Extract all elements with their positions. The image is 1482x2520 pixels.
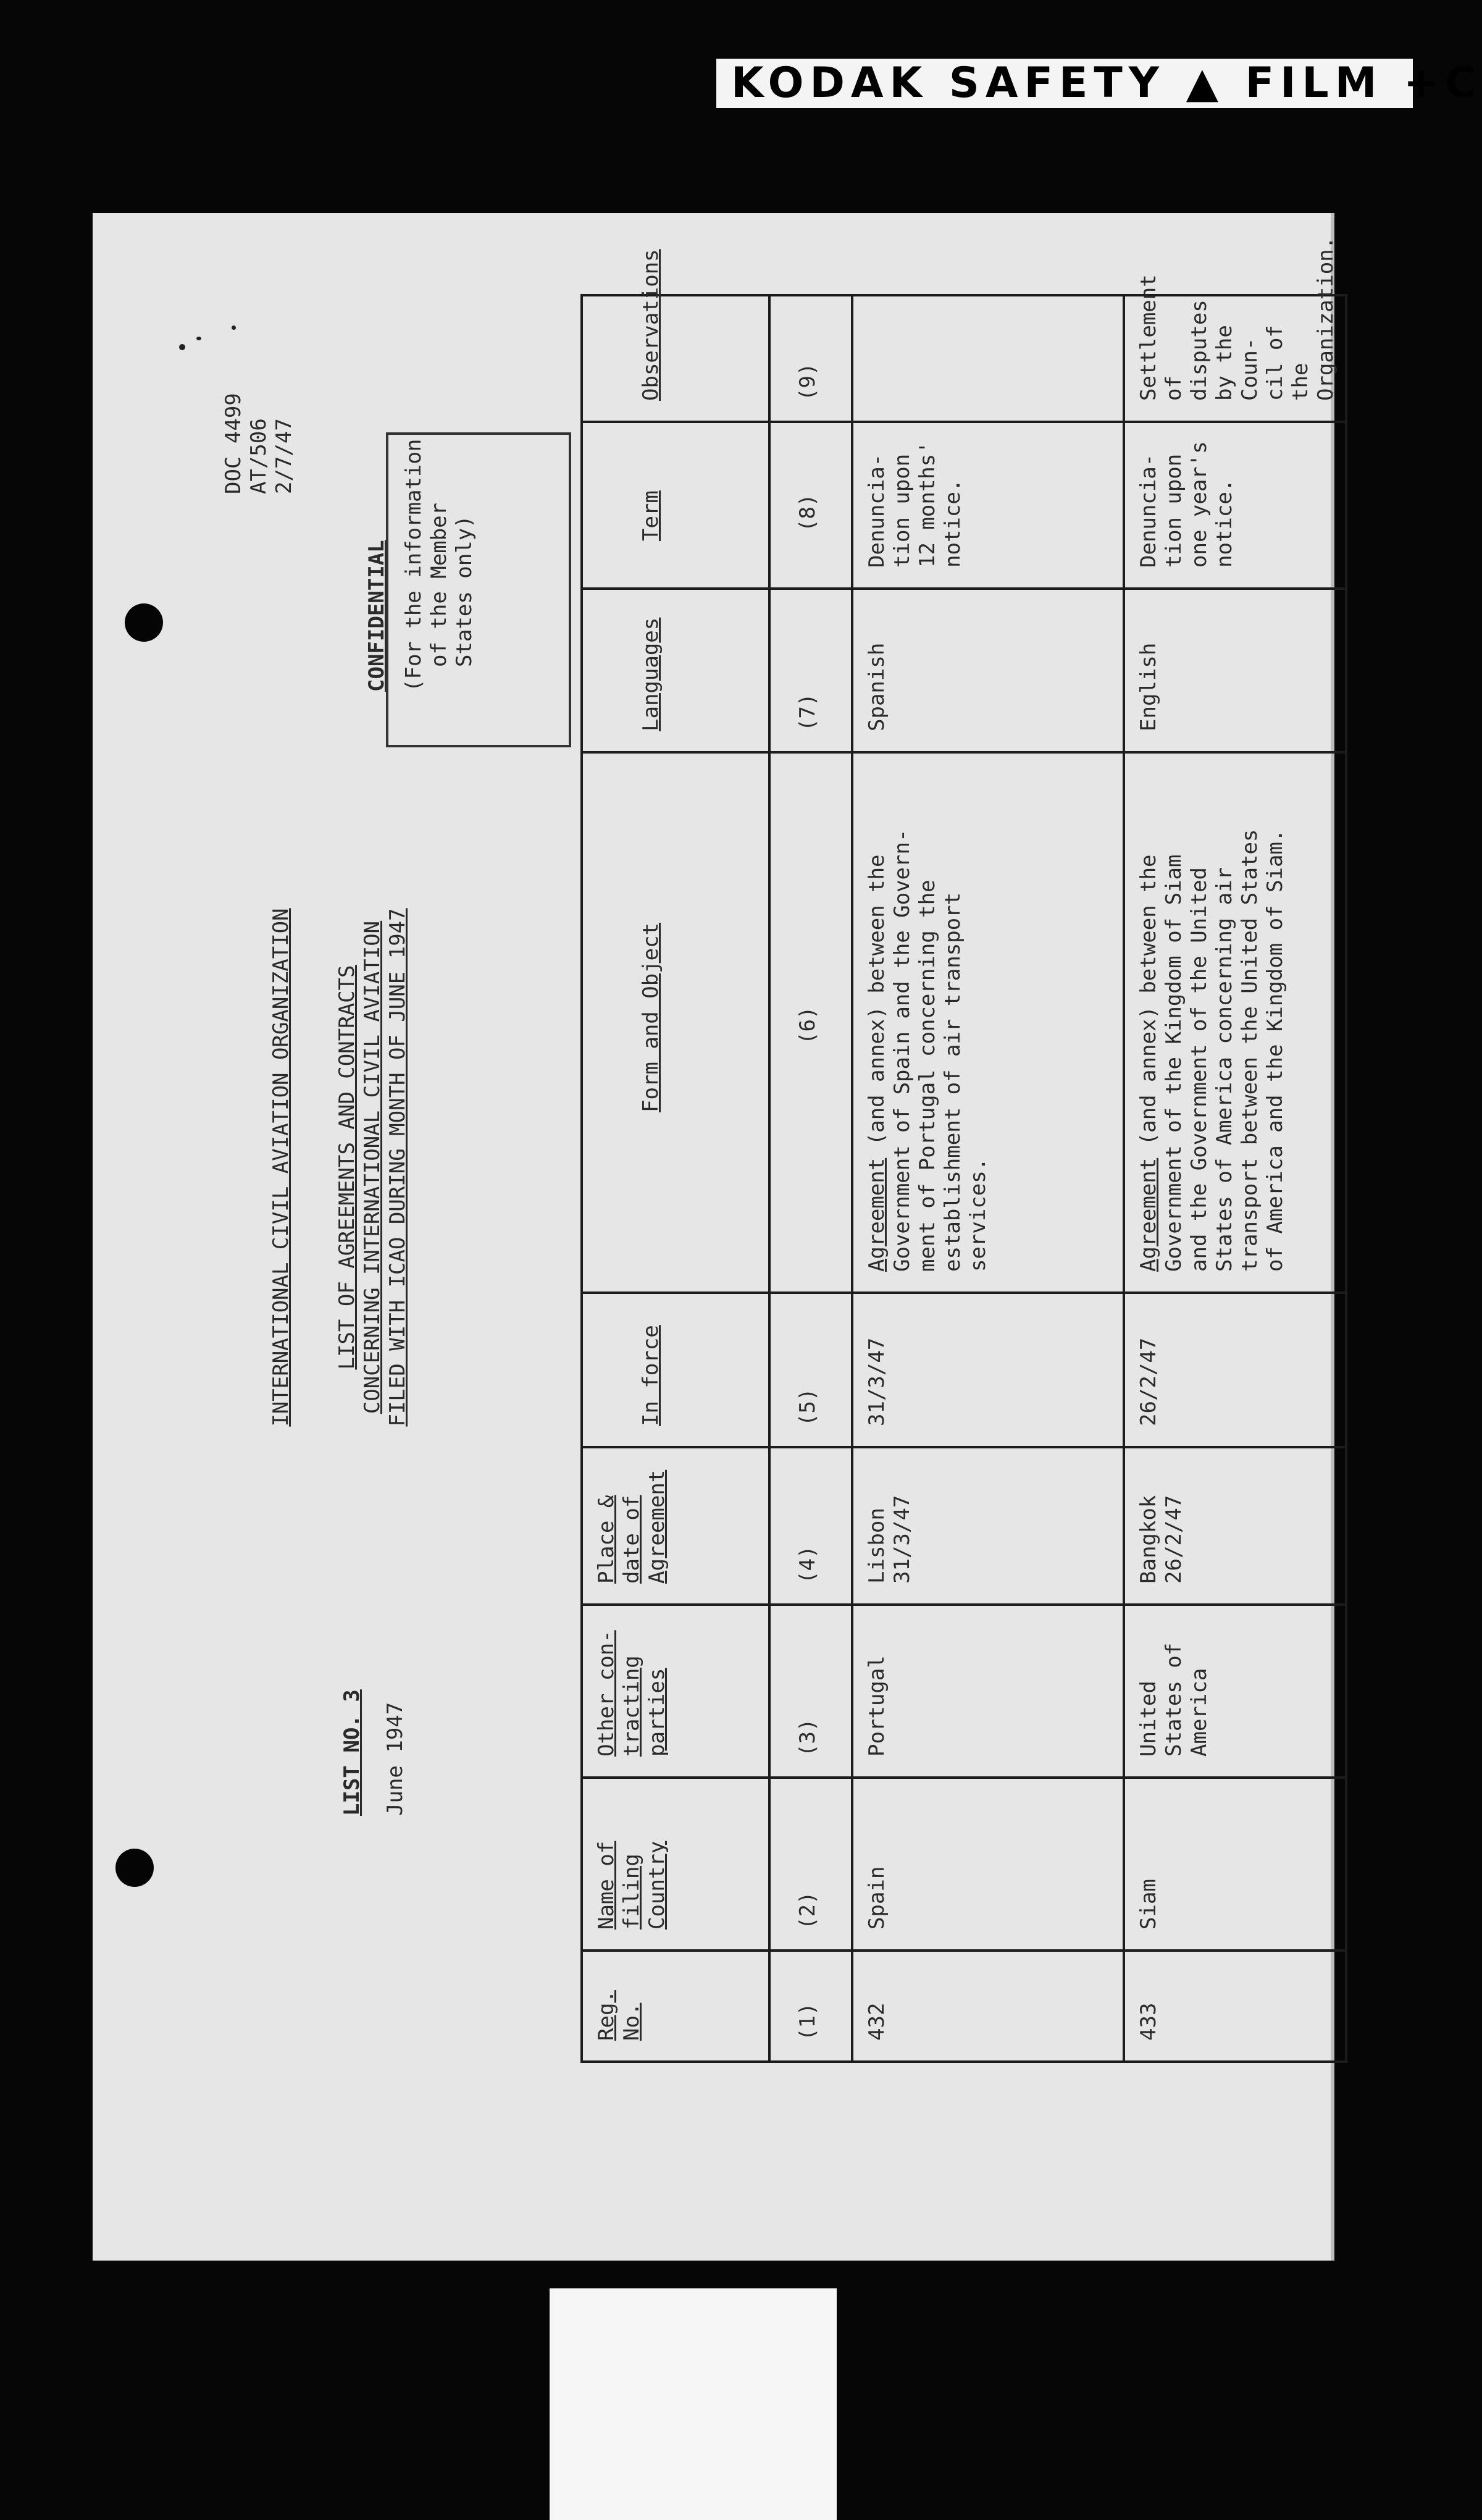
in-force-cell: 31/3/47 [852, 1293, 1124, 1447]
header-filing-country: Name of filing Country [582, 1778, 769, 1951]
column-number: (4) [769, 1447, 852, 1605]
reg-no-cell: 433 [1124, 1951, 1346, 2062]
form-object-cell [852, 752, 1124, 1293]
header-term: Term [582, 422, 769, 589]
other-parties-cell: Portugal [852, 1605, 1124, 1778]
table-row [852, 295, 1124, 2062]
header-observations: Observations [582, 295, 769, 422]
term-cell: Denuncia- tion upon 12 months' notice. [852, 422, 1124, 589]
filing-country-cell: Spain [852, 1778, 1124, 1951]
observations-cell [852, 295, 1124, 422]
table-header-row [582, 295, 769, 2062]
film-edge-marking: KODAK SAFETY ▲ FILM +C [716, 59, 1413, 108]
form-object-text: (and annex) between the Government of Spain and the Govern- ment of Portugal concerning the establishment of air transport services. [865, 829, 990, 1272]
column-number: (9) [769, 295, 852, 422]
form-object-text: (and annex) between the Government of the Kingdom of Siam and the Government of the United States of America concerning air transport between the United States of America and the Kingdom of Siam. [1136, 829, 1287, 1272]
title-line-1: LIST OF AGREEMENTS AND CONTRACTS [335, 965, 359, 1370]
confidential-note-line-2: of the Member [427, 502, 451, 667]
agreement-keyword: Agreement [1136, 1157, 1161, 1272]
form-object-cell [1124, 752, 1346, 1293]
header-reg-no: Reg. No. [582, 1951, 769, 2062]
other-parties-cell: United States of America [1124, 1605, 1346, 1778]
list-number: LIST NO. 3 [340, 1689, 364, 1816]
confidential-note-line-3: States only) [452, 515, 477, 667]
languages-cell: Spanish [852, 589, 1124, 752]
header-other-parties: Other con- tracting parties [582, 1605, 769, 1778]
column-number: (7) [769, 589, 852, 752]
table-row [1124, 295, 1346, 2062]
place-date-cell: Bangkok 26/2/47 [1124, 1447, 1346, 1605]
agreement-keyword: Agreement [865, 1157, 889, 1272]
in-force-cell: 26/2/47 [1124, 1293, 1346, 1447]
list-date: June 1947 [383, 1702, 408, 1816]
column-number: (6) [769, 752, 852, 1293]
observations-cell: Settlement of disputes by the Coun- cil of the Organization. [1124, 295, 1346, 422]
doc-reference-line-1: DOC 4499 [221, 393, 246, 494]
header-form-object: Form and Object [582, 752, 769, 1293]
header-place-date: Place & date of Agreement [582, 1447, 769, 1605]
doc-reference-line-3: 2/7/47 [272, 418, 296, 494]
rotated-document-content [93, 213, 1338, 2261]
agreements-table [580, 236, 1347, 2063]
filing-country-cell: Siam [1124, 1778, 1346, 1951]
confidential-note-line-1: (For the information [401, 439, 426, 692]
header-in-force: In force [582, 1293, 769, 1447]
reg-no-cell: 432 [852, 1951, 1124, 2062]
document-page [93, 213, 1338, 2261]
header-languages: Languages [582, 589, 769, 752]
title-line-2: CONCERNING INTERNATIONAL CIVIL AVIATION [360, 920, 385, 1414]
confidential-label: CONFIDENTIAL [364, 540, 389, 692]
term-cell: Denuncia- tion upon one year's notice. [1124, 422, 1346, 589]
doc-reference-line-2: AT/506 [246, 418, 271, 494]
column-number: (1) [769, 1951, 852, 2062]
column-number: (8) [769, 422, 852, 589]
column-number: (3) [769, 1605, 852, 1778]
column-number-row [769, 295, 852, 2062]
column-number: (5) [769, 1293, 852, 1447]
languages-cell: English [1124, 589, 1346, 752]
organization-heading: INTERNATIONAL CIVIL AVIATION ORGANIZATION [269, 908, 293, 1427]
column-number: (2) [769, 1778, 852, 1951]
film-frame-marker [550, 2288, 837, 2520]
place-date-cell: Lisbon 31/3/47 [852, 1447, 1124, 1605]
title-line-3: FILED WITH ICAO DURING MONTH OF JUNE 1947 [385, 908, 410, 1427]
